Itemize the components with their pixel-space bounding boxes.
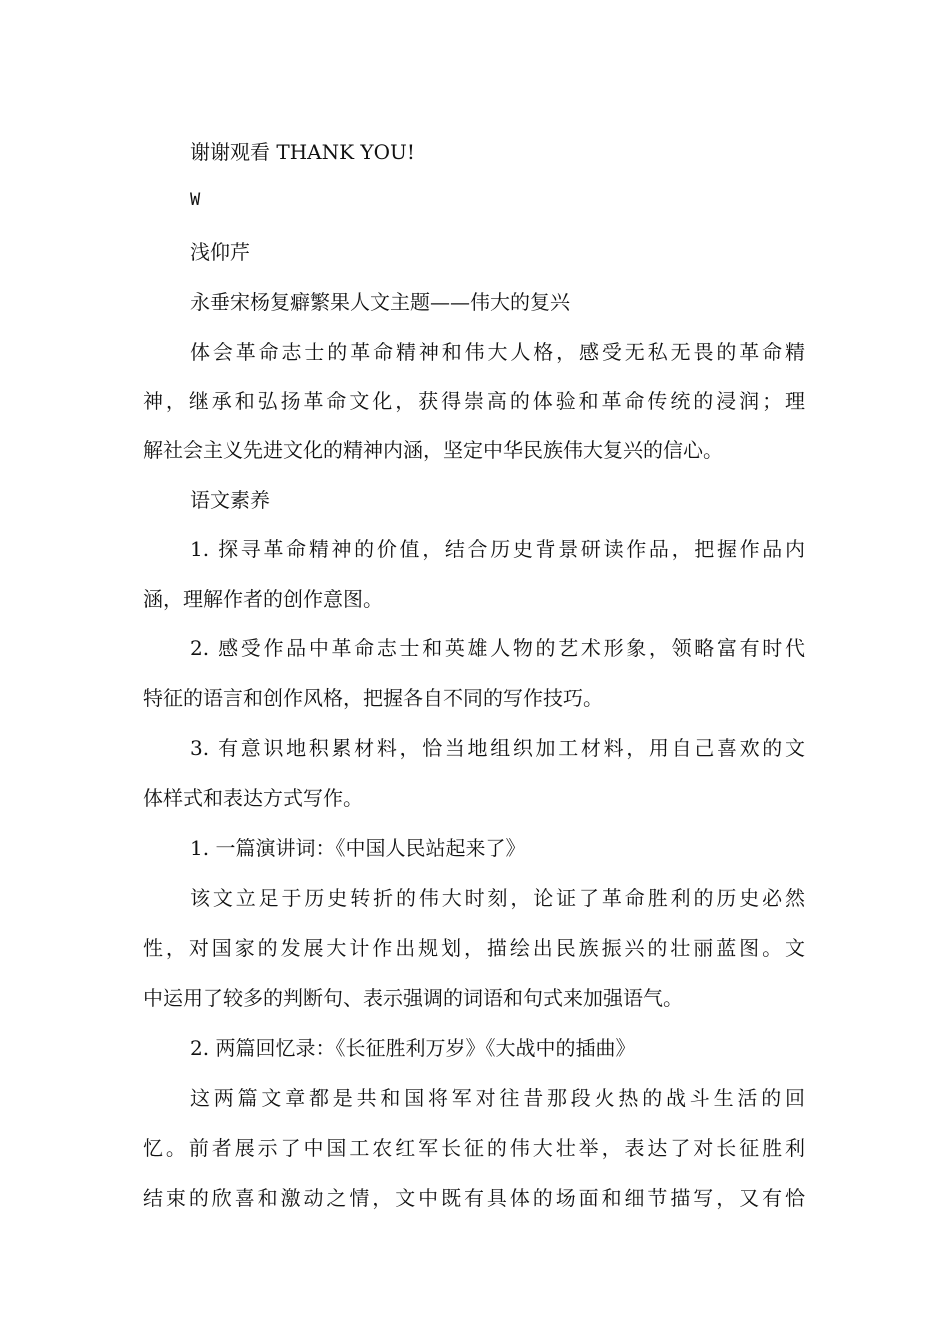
list-item-text: 2. 感受作品中革命志士和英雄人物的艺术形象，领略富有时代 [190, 636, 805, 660]
paragraph-text: 性，对国家的发展大计作出规划，描绘出民族振兴的壮丽蓝图。文 [143, 936, 805, 960]
closing-line [190, 138, 415, 166]
theme-title [190, 288, 570, 316]
heading-text: 浅仰芹 [190, 240, 250, 264]
paragraph-text: 结束的欣喜和激动之情，文中既有具体的场面和细节描写，又有恰 [143, 1186, 805, 1210]
paragraph-line [143, 984, 683, 1012]
paragraph-text: 神，继承和弘扬革命文化，获得崇高的体验和革命传统的浸润；理 [143, 389, 805, 413]
paragraph-line [143, 1134, 805, 1162]
subsection-heading-text: 2. 两篇回忆录：《长征胜利万岁》《大战中的插曲》 [190, 1036, 636, 1060]
list-item [143, 784, 363, 812]
list-item-text: 涵，理解作者的创作意图。 [143, 587, 383, 611]
section-heading-text: 语文素养 [190, 488, 270, 512]
paragraph-line [143, 1184, 805, 1212]
list-item-text: 3. 有意识地积累材料，恰当地组织加工材料，用自己喜欢的文 [190, 736, 805, 760]
paragraph-line [190, 1084, 805, 1112]
paragraph-text: 这两篇文章都是共和国将军对往昔那段火热的战斗生活的回 [190, 1086, 805, 1110]
paragraph-line [190, 338, 805, 366]
paragraph-text: 中运用了较多的判断句、表示强调的词语和句式来加强语气。 [143, 986, 683, 1010]
list-item [190, 734, 805, 762]
list-item-text: 体样式和表达方式写作。 [143, 786, 363, 810]
closing-text: 谢谢观看 THANK YOU! [190, 140, 415, 164]
theme-title-text: 永垂宋杨复癖繁果人文主题——伟大的复兴 [190, 290, 570, 314]
paragraph-line [143, 934, 805, 962]
letter-text: W [190, 190, 201, 210]
paragraph-text: 解社会主义先进文化的精神内涵，坚定中华民族伟大复兴的信心。 [143, 438, 723, 462]
list-item [190, 634, 805, 662]
subsection-heading-text: 1. 一篇演讲词：《中国人民站起来了》 [190, 836, 526, 860]
list-item [190, 535, 805, 563]
section-heading [190, 486, 270, 514]
subsection-heading [190, 834, 525, 862]
paragraph-text: 忆。前者展示了中国工农红军长征的伟大壮举，表达了对长征胜利 [143, 1136, 805, 1160]
letter-line [190, 186, 200, 214]
heading-line [190, 238, 250, 266]
list-item-text: 1. 探寻革命精神的价值，结合历史背景研读作品，把握作品内 [190, 537, 805, 561]
paragraph-line [143, 436, 723, 464]
list-item-text: 特征的语言和创作风格，把握各自不同的写作技巧。 [143, 686, 603, 710]
paragraph-text: 该文立足于历史转折的伟大时刻，论证了革命胜利的历史必然 [190, 886, 805, 910]
paragraph-line [190, 884, 805, 912]
list-item [143, 684, 603, 712]
list-item [143, 585, 383, 613]
paragraph-line [143, 387, 805, 415]
paragraph-text: 体会革命志士的革命精神和伟大人格，感受无私无畏的革命精 [190, 340, 805, 364]
subsection-heading [190, 1034, 635, 1062]
